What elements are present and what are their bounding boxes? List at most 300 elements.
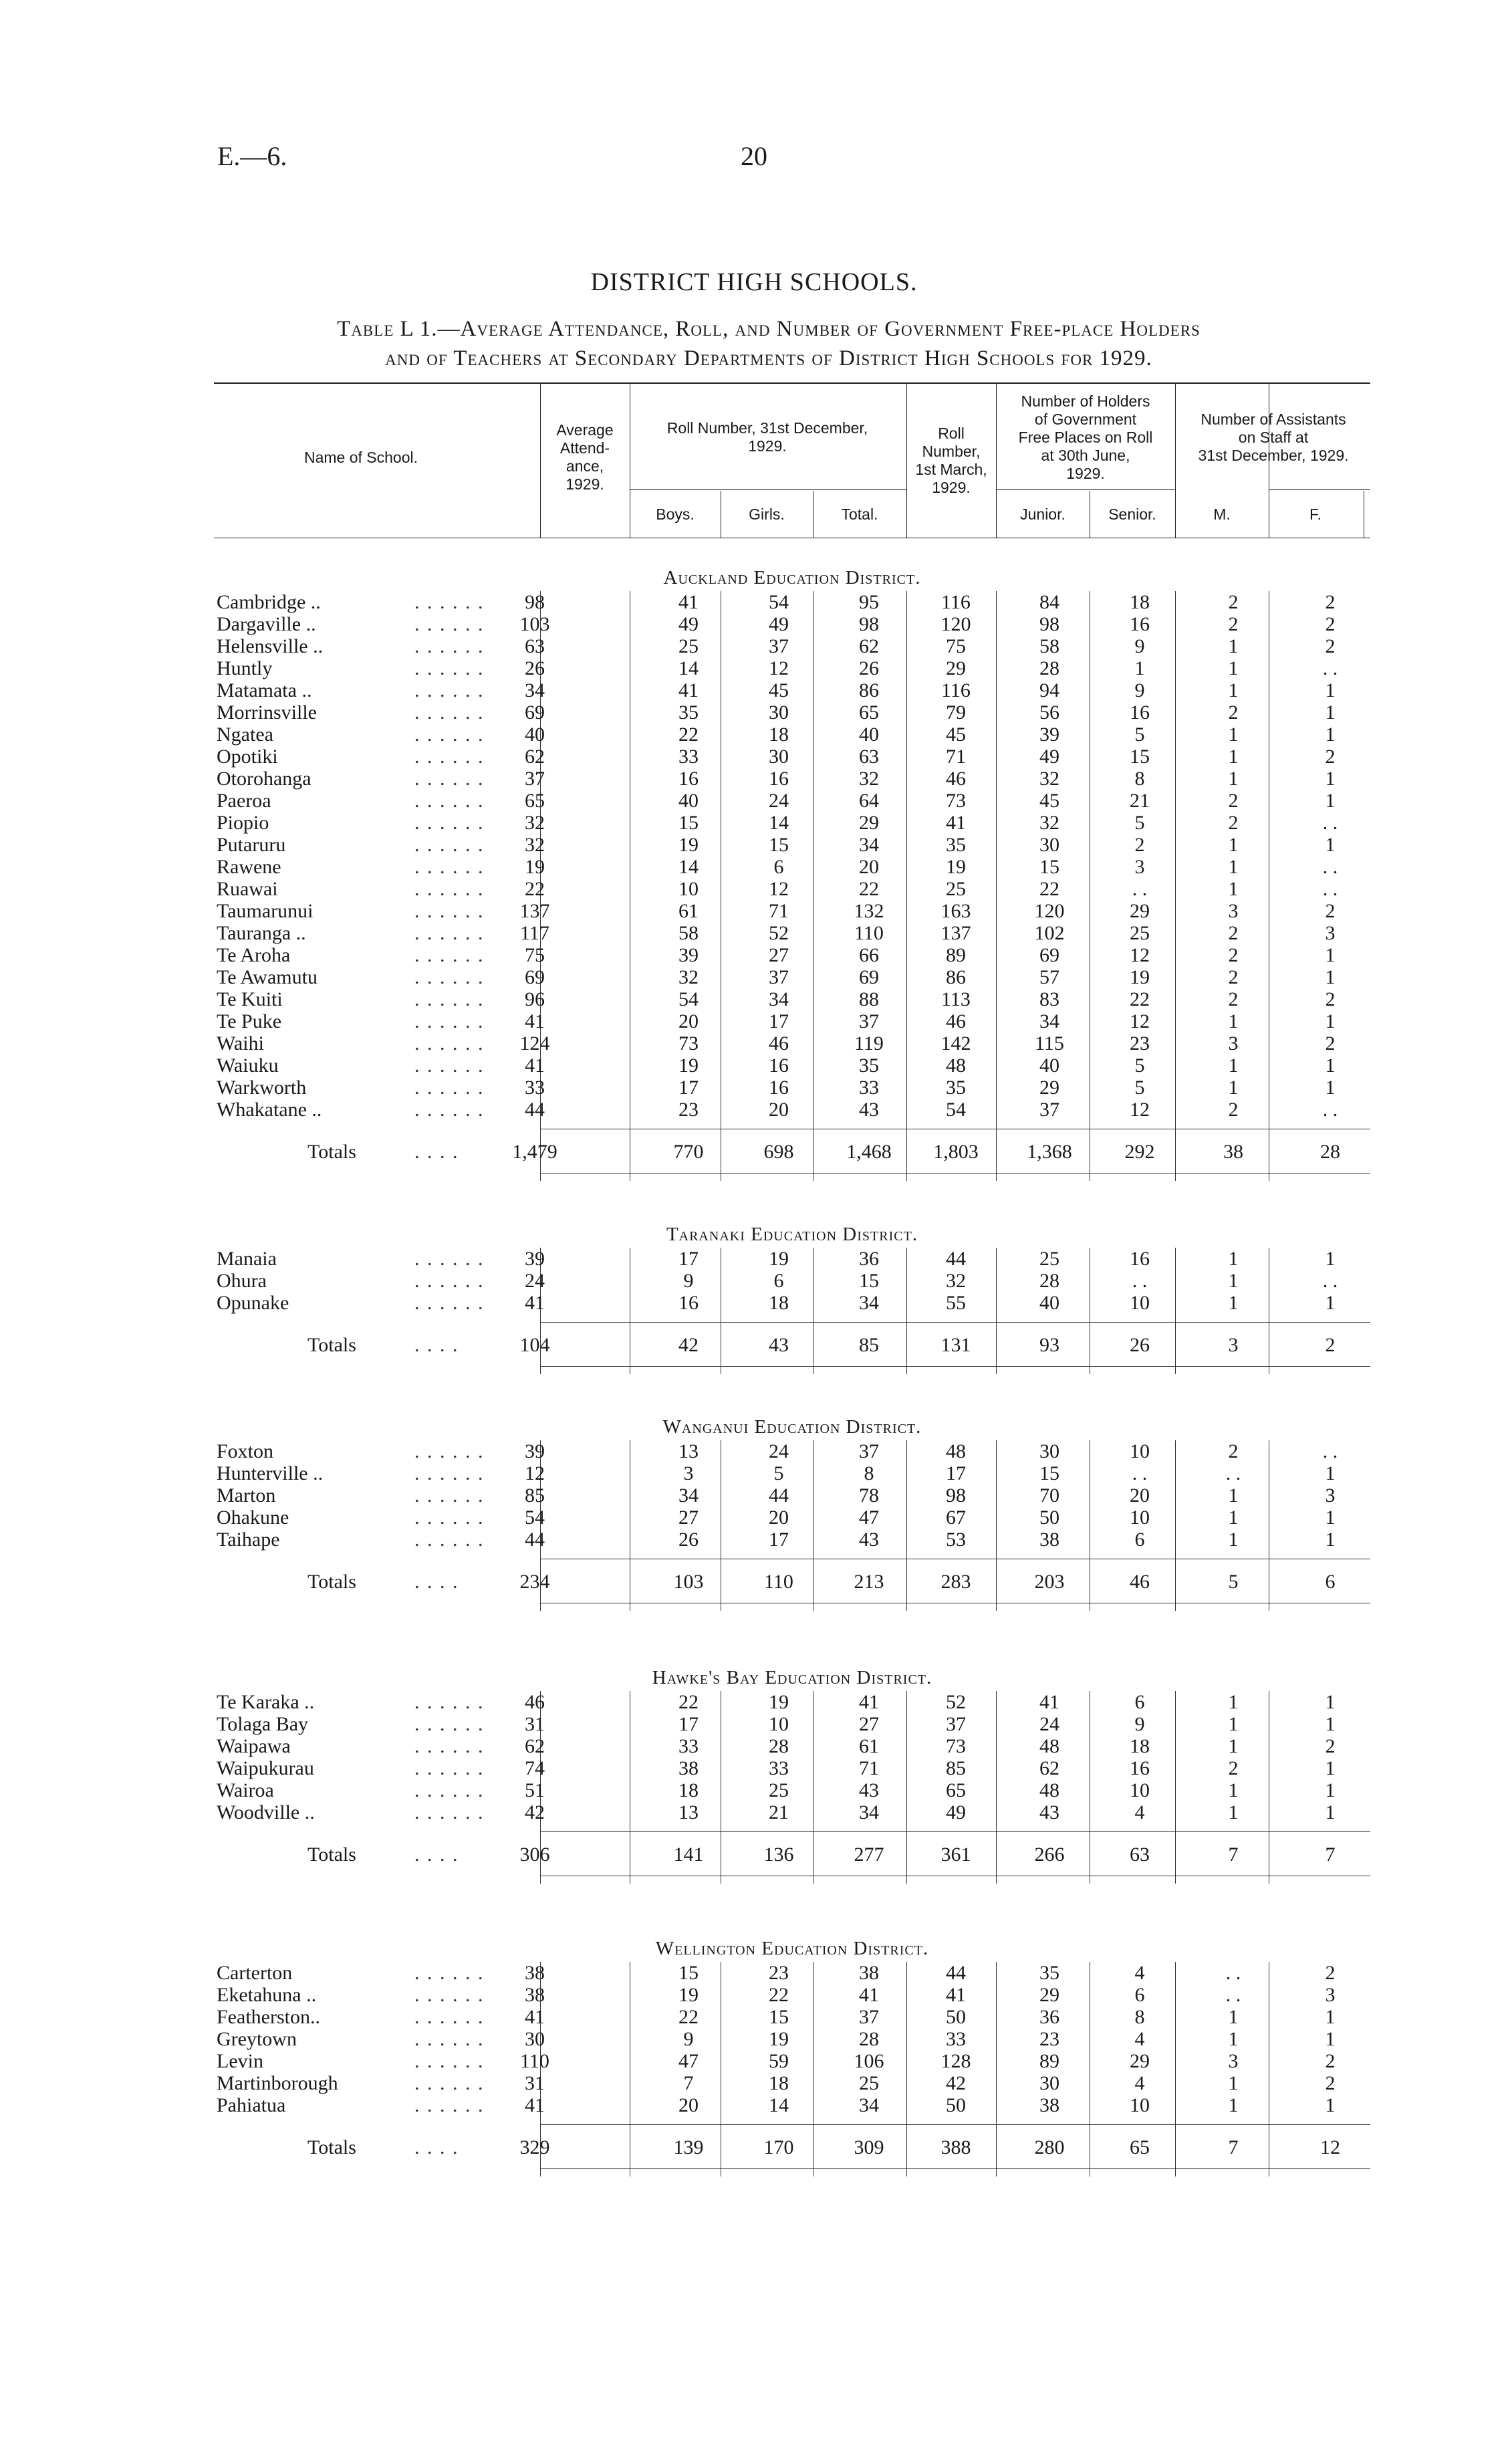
table-cell: 33: [769, 1757, 789, 1779]
header-total: [820, 506, 900, 524]
table-cell: 2: [1228, 944, 1239, 966]
table-cell: 32: [946, 1270, 966, 1292]
leader-dots: . . . . . .: [414, 1099, 485, 1121]
table-cell: 2: [1325, 2072, 1336, 2094]
totals-cell: 283: [940, 1571, 971, 1593]
table-cell: 66: [859, 944, 879, 966]
table-cell: 33: [946, 2028, 966, 2050]
table-cell: 1: [1325, 1010, 1336, 1032]
table-cell: 71: [859, 1757, 879, 1779]
table-cell: 25: [769, 1779, 789, 1801]
table-cell: 119: [854, 1032, 884, 1054]
table-cell: 29: [946, 657, 966, 679]
table-cell: 41: [859, 1984, 879, 2006]
table-cell: 2: [1325, 613, 1336, 635]
totals-cell: 12: [1320, 2136, 1340, 2158]
totals-cell: 203: [1034, 1571, 1065, 1593]
table-row: [214, 966, 1370, 988]
totals-label: Totals: [307, 1843, 356, 1866]
table-cell: 20: [769, 1506, 789, 1529]
leader-dots: . . . . . .: [414, 701, 485, 723]
totals-cell: 7: [1228, 2136, 1239, 2158]
table-cell: 18: [1130, 1735, 1150, 1757]
caption-line-2: and of Teachers at Secondary Departments of District High Schools for 1929.: [385, 346, 1152, 370]
table-row: [214, 2028, 1370, 2050]
table-cell: 41: [859, 1691, 879, 1713]
table-cell: 6: [773, 856, 784, 878]
table-cell: 63: [525, 635, 545, 657]
table-cell: 32: [859, 768, 879, 790]
table-cell: 71: [946, 746, 966, 768]
table-cell: 2: [1325, 746, 1336, 768]
table-cell: 16: [1130, 1248, 1150, 1270]
totals-cell: 1,368: [1027, 1141, 1072, 1163]
table-cell: 58: [678, 922, 699, 944]
table-cell: 40: [1039, 1292, 1059, 1314]
table-cell: 1: [1325, 1506, 1336, 1529]
table-cell: 1: [1228, 768, 1239, 790]
header-staff-f-line: F.: [1309, 505, 1322, 523]
leader-dots: . . . . . .: [414, 2072, 485, 2094]
school-name: Greytown: [217, 2028, 297, 2050]
table-cell: 12: [1130, 944, 1150, 966]
table-row: [214, 1099, 1370, 1121]
table-cell: 38: [525, 1962, 545, 1984]
table-cell: 40: [525, 723, 545, 746]
table-cell: 43: [859, 1099, 879, 1121]
totals-cell: 388: [940, 2136, 971, 2158]
table-row: [214, 856, 1370, 878]
table-cell: 22: [678, 1691, 699, 1713]
table-cell: 19: [769, 1248, 789, 1270]
table-cell: 15: [769, 2006, 789, 2028]
table-cell: 17: [769, 1010, 789, 1032]
table-cell: 34: [859, 1801, 879, 1823]
school-name: Waiuku: [217, 1054, 279, 1077]
table-cell: 44: [946, 1962, 966, 1984]
table-cell: 29: [859, 812, 879, 834]
table-cell: 120: [1034, 900, 1065, 922]
header-roll-group-line: 1929.: [748, 437, 787, 455]
totals-label: Totals: [307, 2136, 356, 2158]
table-cell: 20: [678, 1010, 699, 1032]
district-heading: Wellington Education District.: [655, 1938, 929, 1959]
table-cell: 45: [1039, 790, 1059, 812]
table-cell: 22: [678, 2006, 699, 2028]
table-cell: 46: [946, 768, 966, 790]
table-cell: 8: [1134, 768, 1145, 790]
table-cell: 20: [859, 856, 879, 878]
header-roll-march-line: 1st March,: [915, 461, 987, 478]
table-cell: . .: [1322, 856, 1338, 878]
table-row: [214, 834, 1370, 856]
table-cell: 15: [678, 1962, 699, 1984]
table-cell: 22: [769, 1984, 789, 2006]
leader-dots: . . . .: [414, 1843, 459, 1866]
table-cell: 34: [678, 1484, 699, 1506]
totals-cell: 103: [673, 1571, 704, 1593]
table-cell: 9: [683, 2028, 694, 2050]
table-row: [214, 1529, 1370, 1551]
table-cell: 88: [859, 988, 879, 1010]
table-cell: 30: [769, 746, 789, 768]
table-cell: 54: [525, 1506, 545, 1529]
table-cell: 116: [941, 591, 971, 613]
header-senior-line: Senior.: [1108, 505, 1156, 523]
table-row: [214, 1962, 1370, 1984]
totals-row: [214, 1571, 1370, 1593]
table-row: [214, 1801, 1370, 1823]
leader-dots: . . . . . .: [414, 679, 485, 701]
leader-dots: . . . . . .: [414, 966, 485, 988]
table-cell: 1: [1228, 657, 1239, 679]
table-row: [214, 635, 1370, 657]
table-cell: . .: [1322, 878, 1338, 900]
school-name: Waipawa: [217, 1735, 291, 1757]
totals-cell: 361: [940, 1843, 971, 1866]
totals-cell: 306: [519, 1843, 550, 1866]
table-cell: 96: [525, 988, 545, 1010]
table-cell: . .: [1225, 1462, 1241, 1484]
table-cell: 1: [1134, 657, 1145, 679]
table-cell: 1: [1325, 2094, 1336, 2116]
table-cell: 41: [678, 591, 699, 613]
totals-row: [214, 1141, 1370, 1163]
table-cell: 44: [525, 1099, 545, 1121]
table-cell: 37: [769, 635, 789, 657]
table-cell: 1: [1325, 701, 1336, 723]
table-cell: 45: [946, 723, 966, 746]
table-cell: 69: [859, 966, 879, 988]
table-cell: 19: [946, 856, 966, 878]
totals-cell: 234: [519, 1571, 550, 1593]
table-cell: 16: [1130, 1757, 1150, 1779]
table-cell: 15: [1039, 856, 1059, 878]
table-cell: 1: [1325, 2006, 1336, 2028]
leader-dots: . . . .: [414, 1571, 459, 1593]
table-cell: 30: [769, 701, 789, 723]
totals-label: Totals: [307, 1141, 356, 1163]
table-cell: 3: [1134, 856, 1145, 878]
leader-dots: . . . . . .: [414, 1010, 485, 1032]
school-name: Manaia: [217, 1248, 277, 1270]
school-name: Dargaville ..: [217, 613, 316, 635]
totals-cell: 65: [1130, 2136, 1150, 2158]
table-cell: 2: [1325, 635, 1336, 657]
table-cell: 51: [525, 1779, 545, 1801]
table-cell: 110: [520, 2050, 549, 2072]
table-cell: 6: [1134, 1984, 1145, 2006]
leader-dots: . . . . . .: [414, 1801, 485, 1823]
table-cell: 1: [1325, 2028, 1336, 2050]
header-roll-group: [634, 419, 901, 455]
table-row: [214, 1691, 1370, 1713]
table-cell: 23: [1039, 2028, 1059, 2050]
table-cell: 24: [769, 1440, 789, 1462]
table-cell: 69: [1039, 944, 1059, 966]
header-total-line: Total.: [841, 505, 878, 523]
table-cell: 34: [859, 2094, 879, 2116]
table-cell: 8: [864, 1462, 874, 1484]
table-row: [214, 1292, 1370, 1314]
school-name: Te Awamutu: [217, 966, 318, 988]
school-name: Foxton: [217, 1440, 274, 1462]
table-cell: 16: [1130, 701, 1150, 723]
table-cell: 75: [946, 635, 966, 657]
table-cell: 10: [1130, 1779, 1150, 1801]
totals-cell: 1,803: [933, 1141, 979, 1163]
table-cell: 1: [1228, 1691, 1239, 1713]
table-cell: 55: [946, 1292, 966, 1314]
table-cell: 41: [525, 1010, 545, 1032]
school-name: Taumarunui: [217, 900, 313, 922]
header-girls-line: Girls.: [749, 505, 785, 523]
table-row: [214, 723, 1370, 746]
table-cell: 34: [769, 988, 789, 1010]
leader-dots: . . . . . .: [414, 591, 485, 613]
table-cell: 61: [678, 900, 699, 922]
table-cell: 2: [1228, 922, 1239, 944]
header-divider: [906, 384, 907, 538]
table-cell: 2: [1228, 966, 1239, 988]
table-cell: 28: [1039, 1270, 1059, 1292]
table-cell: 52: [769, 922, 789, 944]
table-row: [214, 1440, 1370, 1462]
table-row: [214, 1713, 1370, 1735]
table-cell: 44: [769, 1484, 789, 1506]
leader-dots: . . . . . .: [414, 1779, 485, 1801]
table-cell: 40: [859, 723, 879, 746]
table-cell: 30: [1039, 2072, 1059, 2094]
table-cell: 44: [946, 1248, 966, 1270]
table-cell: 2: [1325, 900, 1336, 922]
table-cell: 19: [678, 834, 699, 856]
table-cell: 48: [946, 1440, 966, 1462]
table-cell: . .: [1225, 1962, 1241, 1984]
table-cell: 10: [1130, 1506, 1150, 1529]
table-cell: 30: [1039, 1440, 1059, 1462]
table-cell: 4: [1134, 1801, 1145, 1823]
table-cell: 22: [859, 878, 879, 900]
leader-dots: . . . . . .: [414, 635, 485, 657]
table-cell: 1: [1228, 746, 1239, 768]
table-cell: 49: [678, 613, 699, 635]
table-cell: 18: [678, 1779, 699, 1801]
leader-dots: . . . . . .: [414, 2006, 485, 2028]
table-cell: 41: [525, 1054, 545, 1077]
school-name: Morrinsville: [217, 701, 317, 723]
header-subrule: [1269, 489, 1370, 490]
leader-dots: . . . . . .: [414, 768, 485, 790]
table-cell: 9: [1134, 635, 1145, 657]
table-cell: 10: [1130, 1440, 1150, 1462]
table-cell: 37: [859, 1010, 879, 1032]
table-row: [214, 1270, 1370, 1292]
table-row: [214, 2006, 1370, 2028]
table-cell: 19: [678, 1054, 699, 1077]
page-number: 20: [741, 141, 767, 171]
leader-dots: . . . . . .: [414, 944, 485, 966]
table-row: [214, 591, 1370, 613]
table-cell: 39: [1039, 723, 1059, 746]
school-name: Martinborough: [217, 2072, 338, 2094]
table-cell: 31: [525, 1713, 545, 1735]
table-cell: 22: [1130, 988, 1150, 1010]
table-cell: 39: [525, 1440, 545, 1462]
school-name: Ohura: [217, 1270, 267, 1292]
table-row: [214, 1462, 1370, 1484]
totals-cell: 43: [769, 1334, 789, 1356]
totals-cell: 141: [673, 1843, 704, 1866]
table-cell: 19: [678, 1984, 699, 2006]
header-boys: [635, 506, 715, 524]
table-cell: 89: [1039, 2050, 1059, 2072]
totals-bottom-rule: [540, 1366, 1370, 1367]
table-cell: 19: [1130, 966, 1150, 988]
table-cell: 10: [678, 878, 699, 900]
table-cell: . .: [1225, 1984, 1241, 2006]
table-cell: 23: [769, 1962, 789, 1984]
table-cell: 3: [1325, 1484, 1336, 1506]
table-cell: 19: [525, 856, 545, 878]
table-cell: 27: [769, 944, 789, 966]
table-cell: 78: [859, 1484, 879, 1506]
table-cell: 9: [1134, 1713, 1145, 1735]
table-cell: 69: [525, 701, 545, 723]
school-name: Opunake: [217, 1292, 289, 1314]
totals-cell: 329: [519, 2136, 550, 2158]
table-cell: . .: [1322, 1440, 1338, 1462]
table-cell: 17: [678, 1248, 699, 1270]
table-cell: 1: [1228, 1292, 1239, 1314]
leader-dots: . . . . . .: [414, 613, 485, 635]
totals-rule: [540, 2124, 1370, 2125]
school-name: Eketahuna ..: [217, 1984, 317, 2006]
table-cell: 2: [1228, 701, 1239, 723]
header-staff: [1176, 411, 1370, 465]
table-cell: 23: [1130, 1032, 1150, 1054]
totals-cell: 170: [763, 2136, 794, 2158]
table-cell: 18: [769, 2072, 789, 2094]
table-cell: 54: [678, 988, 699, 1010]
leader-dots: . . . . . .: [414, 878, 485, 900]
totals-cell: 698: [763, 1141, 794, 1163]
table-cell: 1: [1228, 2094, 1239, 2116]
table-row: [214, 900, 1370, 922]
table-cell: 5: [1134, 1077, 1145, 1099]
table-cell: 40: [1039, 1054, 1059, 1077]
header-roll-march-line: Number,: [922, 443, 981, 460]
leader-dots: . . . . . .: [414, 1440, 485, 1462]
table-cell: 10: [1130, 2094, 1150, 2116]
table-cell: 46: [946, 1010, 966, 1032]
header-subrule: [996, 489, 1175, 490]
table-cell: 40: [678, 790, 699, 812]
table-cell: 7: [683, 2072, 694, 2094]
header-staff-m: [1188, 506, 1255, 524]
leader-dots: . . . . . .: [414, 746, 485, 768]
table-cell: 3: [683, 1462, 694, 1484]
leader-dots: . . . . . .: [414, 1248, 485, 1270]
table-cell: 1: [1325, 1529, 1336, 1551]
table-cell: 115: [1035, 1032, 1064, 1054]
totals-cell: 5: [1228, 1571, 1239, 1593]
table-cell: 25: [859, 2072, 879, 2094]
page-id: E.—6.: [217, 141, 287, 171]
school-name: Hunterville ..: [217, 1462, 324, 1484]
table-cell: 73: [946, 1735, 966, 1757]
totals-row: [214, 1334, 1370, 1356]
table-cell: 137: [519, 900, 550, 922]
table-cell: 98: [525, 591, 545, 613]
table-cell: 23: [678, 1099, 699, 1121]
table-cell: 35: [678, 701, 699, 723]
table-row: [214, 1506, 1370, 1529]
table-cell: 38: [859, 1962, 879, 1984]
table-cell: 2: [1228, 988, 1239, 1010]
leader-dots: . . . .: [414, 1141, 459, 1163]
table-cell: 1: [1228, 1529, 1239, 1551]
header-average-line: Attend-: [559, 439, 610, 457]
table-cell: 1: [1325, 1292, 1336, 1314]
table-cell: 58: [1039, 635, 1059, 657]
table-cell: 128: [940, 2050, 971, 2072]
table-cell: 142: [940, 1032, 971, 1054]
table-cell: 103: [519, 613, 550, 635]
table-cell: 2: [1228, 591, 1239, 613]
header-junior-line: Junior.: [1020, 505, 1065, 523]
district-heading: Taranaki Education District.: [666, 1224, 918, 1245]
table-cell: 25: [946, 878, 966, 900]
table-cell: 3: [1228, 2050, 1239, 2072]
school-name: Levin: [217, 2050, 263, 2072]
header-holders-line: of Government: [1034, 410, 1137, 428]
table-cell: 41: [525, 2094, 545, 2116]
table-cell: 12: [1130, 1010, 1150, 1032]
table-cell: 21: [769, 1801, 789, 1823]
table-cell: 1: [1228, 723, 1239, 746]
school-name: Otorohanga: [217, 768, 311, 790]
table-cell: 2: [1228, 613, 1239, 635]
table-cell: 24: [525, 1270, 545, 1292]
leader-dots: . . . . . .: [414, 1292, 485, 1314]
school-name: Warkworth: [217, 1077, 307, 1099]
table-cell: 116: [941, 679, 971, 701]
table-cell: 2: [1325, 1032, 1336, 1054]
table-cell: 41: [678, 679, 699, 701]
table-row: [214, 1484, 1370, 1506]
table-cell: 16: [769, 1077, 789, 1099]
caption-line-1: Table L 1.—Average Attendance, Roll, and Number of Government Free-place Holders: [337, 317, 1201, 341]
table-cell: 6: [1134, 1529, 1145, 1551]
table-cell: 33: [859, 1077, 879, 1099]
table-cell: 41: [525, 2006, 545, 2028]
table-cell: 20: [769, 1099, 789, 1121]
table-cell: . .: [1322, 812, 1338, 834]
header-staff-m-line: M.: [1213, 505, 1231, 523]
table-cell: 1: [1228, 1735, 1239, 1757]
table-cell: 83: [1039, 988, 1059, 1010]
leader-dots: . . . . . .: [414, 834, 485, 856]
table-cell: 47: [859, 1506, 879, 1529]
table-cell: 39: [678, 944, 699, 966]
table-cell: 12: [769, 657, 789, 679]
table-cell: 2: [1228, 1440, 1239, 1462]
table-cell: 49: [946, 1801, 966, 1823]
table-cell: 124: [519, 1032, 550, 1054]
totals-cell: 104: [519, 1334, 550, 1356]
table-cell: 1: [1325, 723, 1336, 746]
